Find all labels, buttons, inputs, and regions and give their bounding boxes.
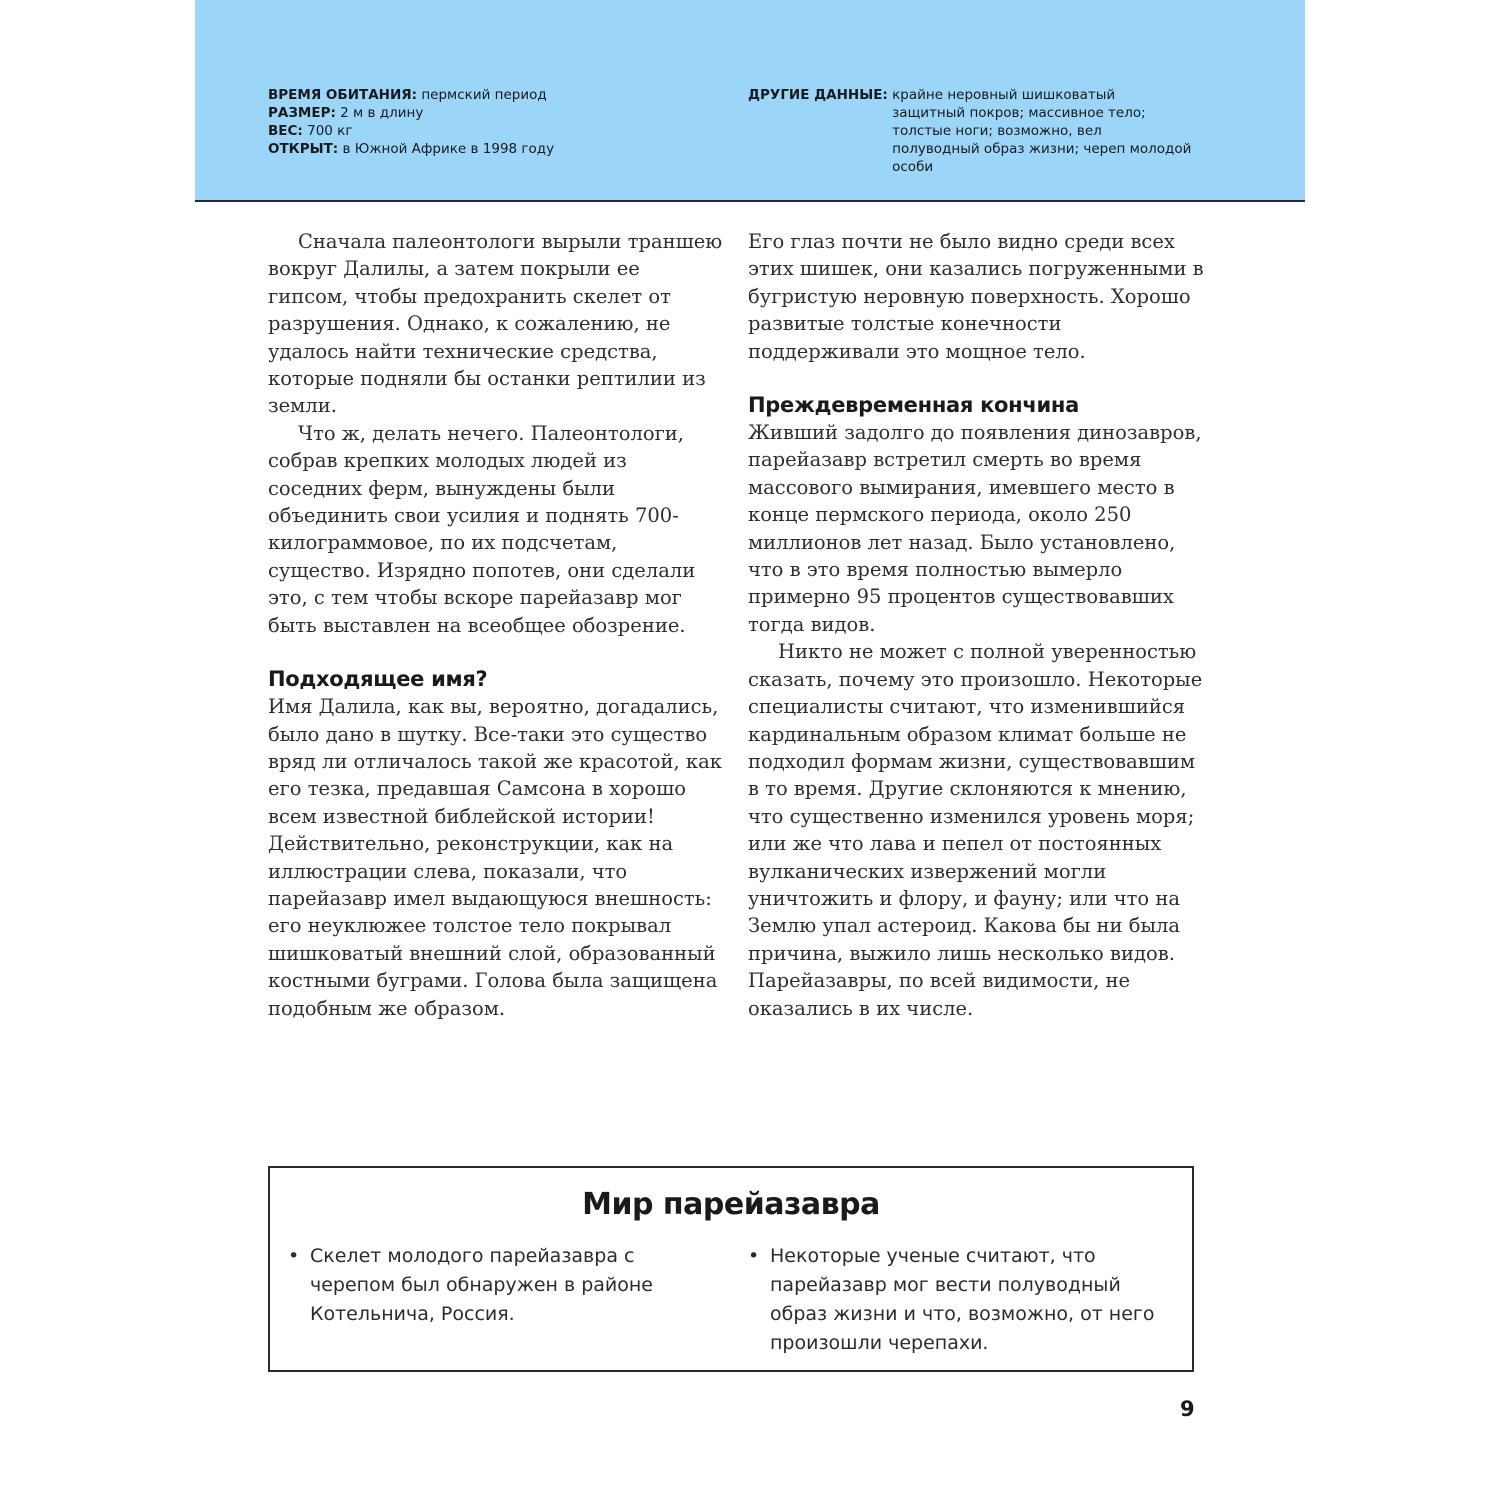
world-box-title: Мир парейазавра bbox=[582, 1187, 880, 1222]
fact-size bbox=[268, 104, 708, 122]
fact-size-value: 2 м в длину bbox=[335, 105, 424, 121]
fact-panel bbox=[195, 0, 1305, 202]
world-bullet-right bbox=[748, 1242, 1168, 1358]
section-heading-name: Подходящее имя? bbox=[268, 667, 488, 692]
fact-found bbox=[268, 140, 708, 158]
fact-found-key: ОТКРЫТ: bbox=[268, 141, 339, 157]
fact-other-value: крайне неровный шишковатый защитный покров; массивное тело; толстые ноги; возможно, вел полуводный образ жизни; череп молодой особи bbox=[892, 87, 1192, 175]
right-column bbox=[748, 228, 1208, 1022]
left-paragraph-3: Имя Далила, как вы, вероятно, догадались, было дано в шутку. Все-таки это существо вряд ли отличалось такой же красотой, как его тезка, предавшая Самсона в хорошо всем известной библейской истории! Действительно, реконструкции, как на иллюстрации слева, показали, что парейазавр имел выдающуюся внешность: его неуклюжее толстое тело покрывал шишковатый внешний слой, образованный костными буграми. Голова была защищена подобным же образом. bbox=[268, 695, 722, 1020]
fact-weight-key: ВЕС: bbox=[268, 123, 303, 139]
bullet-icon: • bbox=[748, 1245, 760, 1267]
fact-time-key: ВРЕМЯ ОБИТАНИЯ: bbox=[268, 87, 418, 103]
bullet-icon: • bbox=[288, 1245, 300, 1267]
fact-weight bbox=[268, 122, 708, 140]
left-paragraph-1: Сначала палеонтологи вырыли траншею вокруг Далилы, а затем покрыли ее гипсом, чтобы предохранить скелет от разрушения. Однако, к сожалению, не удалось найти технические средства, которые подняли бы останки рептилии из земли. bbox=[268, 230, 723, 418]
left-paragraph-2: Что ж, делать нечего. Палеонтологи, собрав крепких молодых людей из соседних ферм, вынуждены были объединить свои усилия и поднять 700-килограммовое, по их подсчетам, существо. Изрядно попотев, они сделали это, с тем чтобы вскоре парейазавр мог быть выставлен на всеобщее обозрение. bbox=[268, 421, 696, 637]
fact-weight-value: 700 кг bbox=[302, 123, 353, 139]
world-bullet-right-text: Некоторые ученые считают, что парейазавр мог вести полуводный образ жизни и что, возможно, от него произошли черепахи. bbox=[770, 1245, 1155, 1354]
world-box bbox=[268, 1166, 1194, 1372]
world-bullet-left-text: Скелет молодого парейазавра с черепом был обнаружен в районе Котельнича, Россия. bbox=[310, 1245, 653, 1325]
fact-size-key: РАЗМЕР: bbox=[268, 105, 336, 121]
fact-other-key: ДРУГИЕ ДАННЫЕ: bbox=[748, 87, 888, 103]
right-paragraph-3: Никто не может с полной уверенностью сказать, почему это произошло. Некоторые специалисты считают, что изменившийся кардинальным образом климат больше не подходил формам жизни, существовавшим в то время. Другие склоняются к мнению, что существенно изменился уровень моря; или же что лава и пепел от постоянных вулканических извержений могли уничтожить и флору, и фауну; или что на Землю упал астероид. Какова бы ни была причина, выжило лишь несколько видов. Парейазавры, по всей видимости, не оказались в их числе. bbox=[748, 640, 1203, 1020]
fact-time bbox=[268, 86, 708, 104]
left-column bbox=[268, 228, 723, 1022]
right-paragraph-1: Его глаз почти не было видно среди всех этих шишек, они казались погруженными в бугристую неровную поверхность. Хорошо развитые толстые конечности поддерживали это мощное тело. bbox=[748, 230, 1204, 363]
facts-left bbox=[268, 86, 708, 158]
fact-found-value: в Южной Африке в 1998 году bbox=[338, 141, 555, 157]
fact-other bbox=[748, 86, 1198, 176]
world-bullet-left bbox=[288, 1242, 708, 1329]
facts-right bbox=[748, 86, 1198, 176]
right-paragraph-2: Живший задолго до появления динозавров, парейазавр встретил смерть во время массового вымирания, имевшего место в конце пермского периода, около 250 миллионов лет назад. Было установлено, что в это время полностью вымерло примерно 95 процентов существовавших тогда видов. bbox=[748, 421, 1202, 636]
page-number: 9 bbox=[1180, 1397, 1195, 1421]
fact-time-value: пермский период bbox=[417, 87, 547, 103]
section-heading-death: Преждевременная кончина bbox=[748, 393, 1080, 418]
